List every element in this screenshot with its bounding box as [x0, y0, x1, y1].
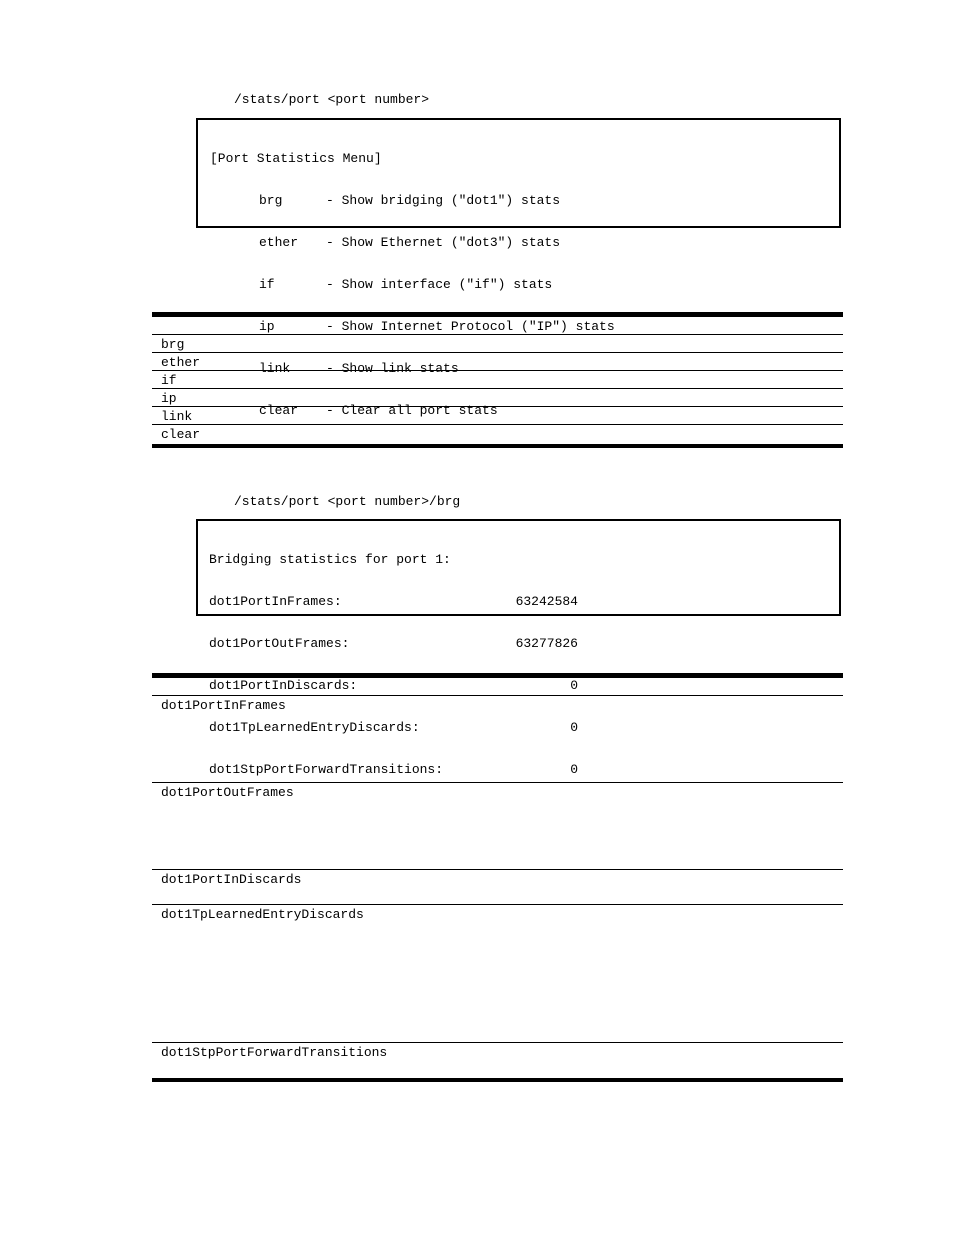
menu-item-desc: - Show Internet Protocol ("IP") stats: [326, 319, 615, 334]
table-cell-statistic: dot1StpPortForwardTransitions: [161, 1045, 388, 1060]
table-cell-command: brg: [161, 337, 185, 352]
menu-item-cmd: clear: [259, 403, 299, 418]
brg-command-path: /stats/port <port number>/brg: [234, 494, 461, 509]
table-row: [152, 407, 843, 425]
bridging-heading: Bridging statistics for port 1:: [209, 552, 451, 567]
stat-name: dot1PortInFrames:: [209, 594, 342, 609]
menu-item-desc: - Clear all port stats: [326, 403, 498, 418]
menu-item-if: [198, 278, 839, 292]
bridging-statistics-box: [196, 519, 841, 777]
table-cell-statistic: dot1PortInFrames: [161, 698, 286, 713]
menu-item-cmd: brg: [259, 193, 283, 208]
menu-command-path: /stats/port <port number>: [234, 92, 430, 107]
port-statistics-menu-box: [196, 118, 841, 418]
table-cell-command: link: [161, 409, 193, 424]
bridging-heading-line: [198, 553, 839, 567]
table-cell-command: clear: [161, 427, 201, 442]
table-row: [152, 425, 843, 443]
stat-value: 0: [570, 720, 578, 735]
stat-line-dot1PortInFrames: [198, 595, 839, 609]
menu-item-desc: - Show link stats: [326, 361, 459, 376]
menu-item-cmd: ether: [259, 235, 299, 250]
stat-value: 63242584: [515, 594, 578, 609]
menu-item-cmd: ip: [259, 319, 275, 334]
stat-value: 63277826: [515, 636, 578, 651]
table-row: [152, 783, 843, 870]
table-row: [152, 353, 843, 371]
stat-name: dot1PortInDiscards:: [209, 678, 358, 693]
bridging-statistics-table: [152, 673, 843, 1082]
stat-name: dot1StpPortForwardTransitions:: [209, 762, 444, 777]
table-row: [152, 1043, 843, 1079]
stat-line-dot1PortOutFrames: [198, 637, 839, 651]
menu-item-ether: [198, 236, 839, 250]
table-row: [152, 335, 843, 353]
menu-item-cmd: if: [259, 277, 275, 292]
table-cell-statistic: dot1PortInDiscards: [161, 872, 302, 887]
table-header-rule: [152, 317, 843, 335]
table-row: [152, 870, 843, 905]
table-row: [152, 389, 843, 407]
table-row: [152, 696, 843, 783]
menu-item-desc: - Show bridging ("dot1") stats: [326, 193, 561, 208]
table-header-rule: [152, 678, 843, 696]
table-row: [152, 905, 843, 1043]
menu-item-cmd: link: [259, 361, 291, 376]
stat-value: 0: [570, 762, 578, 777]
menu-item-desc: - Show Ethernet ("dot3") stats: [326, 235, 561, 250]
menu-item-brg: [198, 194, 839, 208]
table-row: [152, 371, 843, 389]
table-cell-command: ether: [161, 355, 201, 370]
menu-title-line: [198, 152, 839, 166]
table-cell-statistic: dot1TpLearnedEntryDiscards: [161, 907, 364, 922]
stat-name: dot1PortOutFrames:: [209, 636, 350, 651]
stat-name: dot1TpLearnedEntryDiscards:: [209, 720, 420, 735]
table-cell-command: if: [161, 373, 177, 388]
menu-options-table: [152, 312, 843, 448]
table-cell-command: ip: [161, 391, 177, 406]
table-cell-statistic: dot1PortOutFrames: [161, 785, 294, 800]
menu-item-desc: - Show interface ("if") stats: [326, 277, 553, 292]
stat-value: 0: [570, 678, 578, 693]
menu-title: [Port Statistics Menu]: [210, 151, 382, 166]
